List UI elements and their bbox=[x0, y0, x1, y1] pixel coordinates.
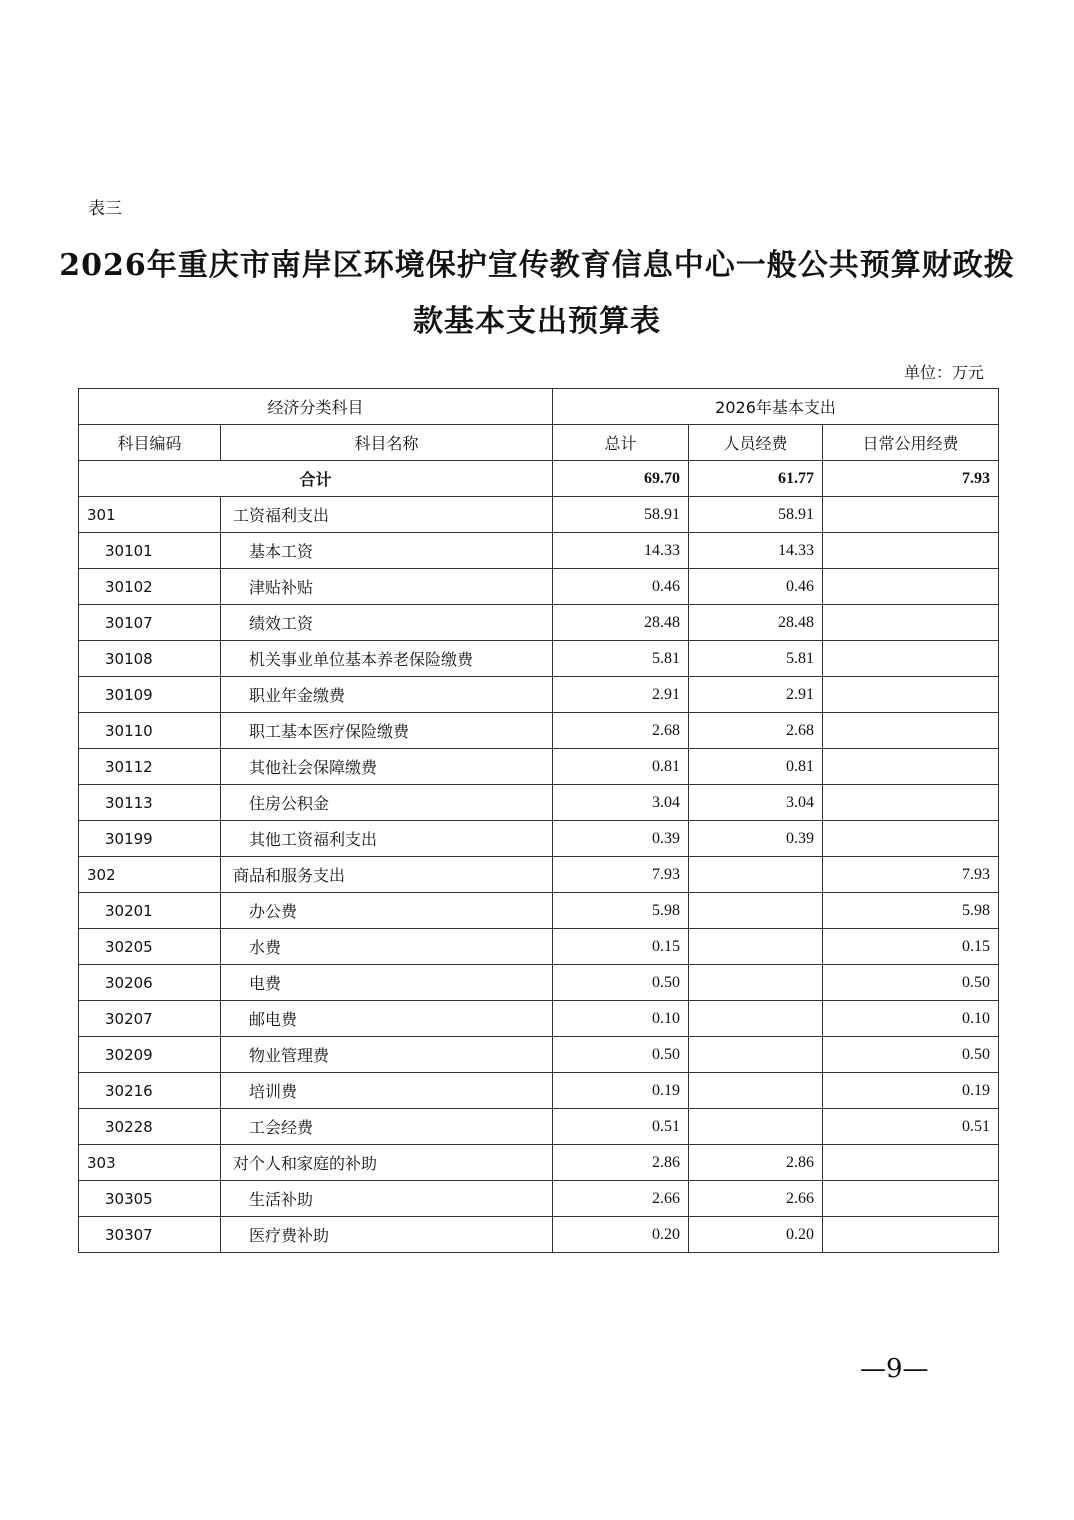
row-name: 基本工资 bbox=[221, 533, 553, 569]
row-total: 0.50 bbox=[553, 1037, 689, 1073]
row-personnel: 2.68 bbox=[689, 713, 823, 749]
row-code: 302 bbox=[79, 857, 221, 893]
row-personnel: 2.86 bbox=[689, 1145, 823, 1181]
table-row bbox=[79, 677, 999, 713]
header-economic-category: 经济分类科目 bbox=[79, 389, 553, 425]
row-code: 30228 bbox=[79, 1109, 221, 1145]
row-code: 30207 bbox=[79, 1001, 221, 1037]
row-total: 2.91 bbox=[553, 677, 689, 713]
row-public bbox=[823, 749, 999, 785]
table-row bbox=[79, 929, 999, 965]
row-public bbox=[823, 785, 999, 821]
row-total: 2.86 bbox=[553, 1145, 689, 1181]
table-row bbox=[79, 1001, 999, 1037]
row-total: 3.04 bbox=[553, 785, 689, 821]
page-number: —9— bbox=[860, 1354, 929, 1384]
row-code: 30109 bbox=[79, 677, 221, 713]
row-personnel: 58.91 bbox=[689, 497, 823, 533]
row-code: 30201 bbox=[79, 893, 221, 929]
table-row bbox=[79, 749, 999, 785]
table-row bbox=[79, 1037, 999, 1073]
row-name: 工资福利支出 bbox=[221, 497, 553, 533]
table-row bbox=[79, 569, 999, 605]
row-personnel bbox=[689, 893, 823, 929]
row-code: 30110 bbox=[79, 713, 221, 749]
row-total: 0.20 bbox=[553, 1217, 689, 1253]
row-total: 0.51 bbox=[553, 1109, 689, 1145]
row-personnel: 0.46 bbox=[689, 569, 823, 605]
row-public bbox=[823, 1217, 999, 1253]
row-total: 0.46 bbox=[553, 569, 689, 605]
summary-personnel: 61.77 bbox=[689, 461, 823, 497]
row-code: 30108 bbox=[79, 641, 221, 677]
row-code: 30113 bbox=[79, 785, 221, 821]
row-personnel: 5.81 bbox=[689, 641, 823, 677]
row-public bbox=[823, 605, 999, 641]
row-personnel bbox=[689, 1001, 823, 1037]
row-total: 28.48 bbox=[553, 605, 689, 641]
summary-total: 69.70 bbox=[553, 461, 689, 497]
row-total: 14.33 bbox=[553, 533, 689, 569]
row-code: 30209 bbox=[79, 1037, 221, 1073]
table-row bbox=[79, 821, 999, 857]
row-total: 0.10 bbox=[553, 1001, 689, 1037]
table-row bbox=[79, 1073, 999, 1109]
row-public: 0.15 bbox=[823, 929, 999, 965]
table-row bbox=[79, 533, 999, 569]
row-public: 0.10 bbox=[823, 1001, 999, 1037]
row-personnel bbox=[689, 965, 823, 1001]
row-public: 0.50 bbox=[823, 965, 999, 1001]
row-public bbox=[823, 713, 999, 749]
row-total: 0.15 bbox=[553, 929, 689, 965]
row-code: 30102 bbox=[79, 569, 221, 605]
row-personnel: 0.39 bbox=[689, 821, 823, 857]
row-public bbox=[823, 497, 999, 533]
row-public: 0.51 bbox=[823, 1109, 999, 1145]
row-public bbox=[823, 677, 999, 713]
row-name: 商品和服务支出 bbox=[221, 857, 553, 893]
row-public: 7.93 bbox=[823, 857, 999, 893]
row-name: 机关事业单位基本养老保险缴费 bbox=[221, 641, 553, 677]
row-personnel: 3.04 bbox=[689, 785, 823, 821]
header-personnel: 人员经费 bbox=[689, 425, 823, 461]
row-personnel: 2.91 bbox=[689, 677, 823, 713]
row-name: 职工基本医疗保险缴费 bbox=[221, 713, 553, 749]
row-public: 0.50 bbox=[823, 1037, 999, 1073]
row-code: 303 bbox=[79, 1145, 221, 1181]
row-name: 医疗费补助 bbox=[221, 1217, 553, 1253]
row-public bbox=[823, 1145, 999, 1181]
row-name: 电费 bbox=[221, 965, 553, 1001]
row-name: 工会经费 bbox=[221, 1109, 553, 1145]
row-code: 30307 bbox=[79, 1217, 221, 1253]
table-row bbox=[79, 1181, 999, 1217]
summary-label: 合计 bbox=[79, 461, 553, 497]
row-total: 0.50 bbox=[553, 965, 689, 1001]
document-title-line1: 2026年重庆市南岸区环境保护宣传教育信息中心一般公共预算财政拨 bbox=[59, 248, 1015, 283]
row-personnel: 0.20 bbox=[689, 1217, 823, 1253]
row-public: 5.98 bbox=[823, 893, 999, 929]
row-total: 5.81 bbox=[553, 641, 689, 677]
row-public bbox=[823, 641, 999, 677]
document-title-line2: 款基本支出预算表 bbox=[413, 304, 661, 339]
row-personnel bbox=[689, 1073, 823, 1109]
row-personnel bbox=[689, 1109, 823, 1145]
row-total: 2.66 bbox=[553, 1181, 689, 1217]
row-name: 对个人和家庭的补助 bbox=[221, 1145, 553, 1181]
header-public: 日常公用经费 bbox=[823, 425, 999, 461]
row-total: 0.81 bbox=[553, 749, 689, 785]
header-name: 科目名称 bbox=[221, 425, 553, 461]
row-name: 水费 bbox=[221, 929, 553, 965]
table-row bbox=[79, 893, 999, 929]
budget-table bbox=[78, 388, 999, 1253]
header-group-row bbox=[79, 389, 999, 425]
table-row bbox=[79, 785, 999, 821]
row-code: 30206 bbox=[79, 965, 221, 1001]
row-code: 30101 bbox=[79, 533, 221, 569]
row-public bbox=[823, 821, 999, 857]
row-name: 办公费 bbox=[221, 893, 553, 929]
row-name: 邮电费 bbox=[221, 1001, 553, 1037]
row-code: 30112 bbox=[79, 749, 221, 785]
table-row bbox=[79, 1217, 999, 1253]
row-code: 30199 bbox=[79, 821, 221, 857]
row-code: 30107 bbox=[79, 605, 221, 641]
row-code: 30205 bbox=[79, 929, 221, 965]
row-total: 5.98 bbox=[553, 893, 689, 929]
row-personnel bbox=[689, 857, 823, 893]
row-personnel bbox=[689, 1037, 823, 1073]
row-name: 职业年金缴费 bbox=[221, 677, 553, 713]
row-code: 30305 bbox=[79, 1181, 221, 1217]
unit-note: 单位：万元 bbox=[903, 363, 984, 382]
table-row bbox=[79, 713, 999, 749]
header-code: 科目编码 bbox=[79, 425, 221, 461]
row-total: 2.68 bbox=[553, 713, 689, 749]
row-public bbox=[823, 1181, 999, 1217]
row-public bbox=[823, 569, 999, 605]
table-row bbox=[79, 857, 999, 893]
header-total: 总计 bbox=[553, 425, 689, 461]
header-column-row bbox=[79, 425, 999, 461]
table-row bbox=[79, 1109, 999, 1145]
row-name: 绩效工资 bbox=[221, 605, 553, 641]
row-personnel bbox=[689, 929, 823, 965]
table-row bbox=[79, 497, 999, 533]
row-code: 301 bbox=[79, 497, 221, 533]
table-row bbox=[79, 1145, 999, 1181]
row-code: 30216 bbox=[79, 1073, 221, 1109]
row-total: 0.39 bbox=[553, 821, 689, 857]
row-name: 物业管理费 bbox=[221, 1037, 553, 1073]
table-row bbox=[79, 605, 999, 641]
row-total: 0.19 bbox=[553, 1073, 689, 1109]
summary-public: 7.93 bbox=[823, 461, 999, 497]
row-public: 0.19 bbox=[823, 1073, 999, 1109]
summary-row bbox=[79, 461, 999, 497]
row-name: 培训费 bbox=[221, 1073, 553, 1109]
row-name: 住房公积金 bbox=[221, 785, 553, 821]
row-total: 7.93 bbox=[553, 857, 689, 893]
row-public bbox=[823, 533, 999, 569]
table-row bbox=[79, 641, 999, 677]
row-total: 58.91 bbox=[553, 497, 689, 533]
row-name: 其他工资福利支出 bbox=[221, 821, 553, 857]
table-label: 表三 bbox=[88, 199, 122, 219]
row-personnel: 0.81 bbox=[689, 749, 823, 785]
row-name: 其他社会保障缴费 bbox=[221, 749, 553, 785]
row-personnel: 14.33 bbox=[689, 533, 823, 569]
row-personnel: 28.48 bbox=[689, 605, 823, 641]
table-row bbox=[79, 965, 999, 1001]
row-name: 生活补助 bbox=[221, 1181, 553, 1217]
row-name: 津贴补贴 bbox=[221, 569, 553, 605]
row-personnel: 2.66 bbox=[689, 1181, 823, 1217]
header-basic-expenditure: 2026年基本支出 bbox=[553, 389, 999, 425]
